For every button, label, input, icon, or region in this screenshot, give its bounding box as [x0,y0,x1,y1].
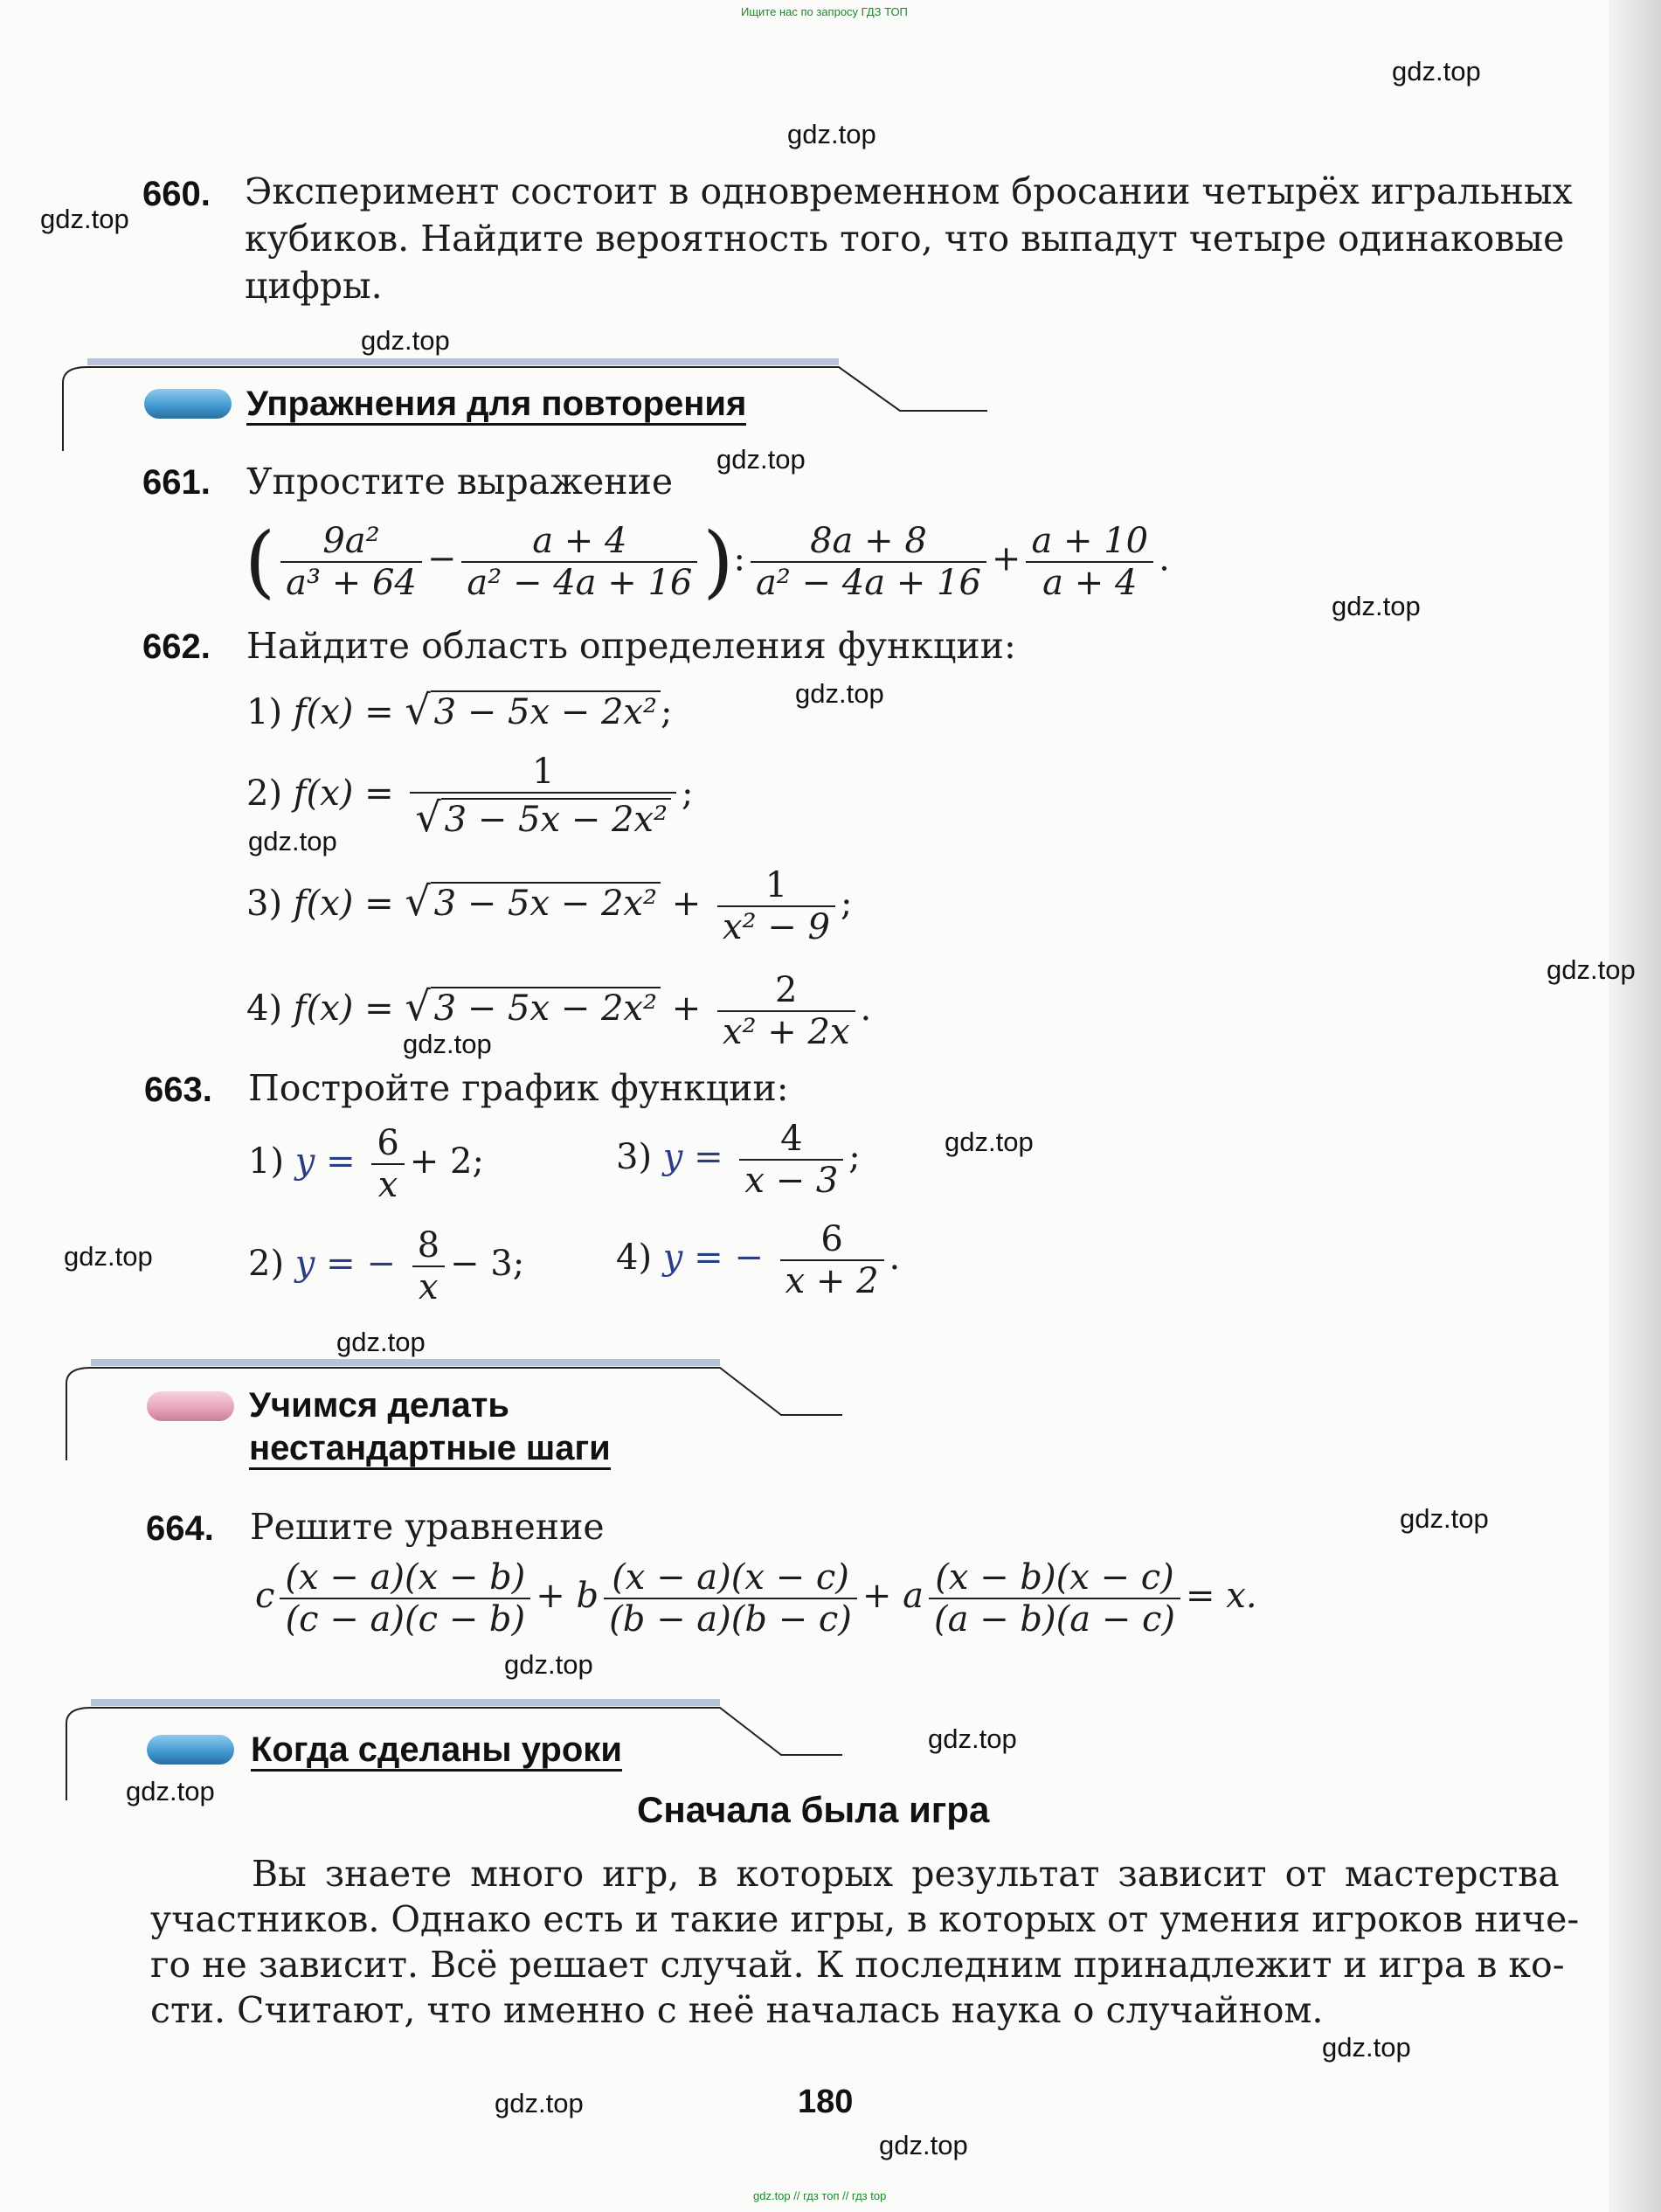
graph-item-2: 2) y = − $\frac{8}{x}$ − 3; [248,1225,525,1307]
watermark: gdz.top [928,1723,1017,1754]
watermark: gdz.top [504,1649,593,1680]
problem-text: Упростите выражение [246,461,674,503]
watermark: gdz.top [1400,1503,1489,1534]
story-text [150,1851,1579,2033]
watermark: gdz.top [787,119,876,149]
domain-item-2: 2) f(x) = $\frac{1}{\text{√ 3 − 5x − 2x²}}$ ; [246,752,694,841]
problem-text: Решите уравнение [250,1506,605,1548]
denominator: a³ + 64 [280,561,422,603]
watermark: gdz.top [1332,591,1421,621]
expression-661: ( $\frac{\text{9a²}}{\text{a³ + 64}}$ − $\frac{a + 4}{\text{a² − 4a + 16}}$ ): $\frac{8a + 8}{\text{a² − 4a + 16}}$ + $\frac{a + 10}{a + 4}$ . [245,516,1170,607]
watermark: gdz.top [40,204,129,234]
numerator: a + 10 [1031,520,1149,561]
blue-pill-icon [144,389,232,419]
problem-text: Найдите область определения функции: [246,625,1016,667]
watermark: gdz.top [403,1029,492,1059]
blue-pill-icon [147,1735,234,1765]
watermark: gdz.top [1547,954,1636,985]
watermark: gdz.top [879,2130,968,2160]
domain-item-1: 1) f(x) = √ 3 − 5x − 2x² ; [246,686,673,733]
denominator: a + 4 [1026,561,1153,603]
watermark: gdz.top [495,2088,584,2118]
page-number: 180 [798,2084,854,2120]
equation-664: c $\frac{(x - a)(x - b)}{(c - a)(c - b)}$ + b $\frac{(x - a)(x - c)}{(b - a)(b - c)}$ + a $\frac{(x - b)(x - c)}{(a - b)(a - c)}$ = x. [255,1557,1257,1640]
watermark: gdz.top [126,1776,215,1806]
text-line: кубиков. Найдите вероятность того, что выпадут четыре одинаковые [245,218,1565,260]
watermark: gdz.top [248,826,337,856]
section-title-line1: Учимся делать [249,1386,509,1425]
section-title: Упражнения для повторения [246,385,746,426]
domain-item-3: 3) f(x) = √ 3 − 5x − 2x² + $\frac{1}{\text{x² − 9}}$ ; [246,865,853,947]
graph-item-4: 4) y = − $\frac{6}{x + 2}$ . [616,1219,901,1301]
text-line: цифры. [245,265,383,307]
section-title: Когда сделаны уроки [251,1730,622,1772]
page-edge-shadow [1609,0,1661,2212]
problem-text: Постройте график функции: [248,1067,789,1109]
denominator: a² − 4a + 16 [461,561,697,603]
watermark: gdz.top [64,1241,153,1272]
numerator: a + 4 [532,520,627,561]
problem-number: 663. [144,1071,212,1109]
graph-item-3: 3) y = $\frac{4}{x - 3}$ ; [616,1119,861,1201]
problem-number: 662. [142,628,211,666]
denominator: a² − 4a + 16 [751,561,986,603]
text-line: Эксперимент состоит в одновременном бросании четырёх игральных [245,170,1573,212]
problem-number: 664. [146,1509,214,1548]
numerator: 8a + 8 [810,520,927,561]
text-line: Вы знаете много игр, в которых результат зависит от мастерства [252,1853,1560,1895]
text-line: го не зависит. Всё решает случай. К последним принадлежит и игра в ко- [150,1944,1565,1986]
watermark: gdz.top [336,1327,426,1357]
numerator: 9a² [322,520,380,561]
story-title: Сначала была игра [637,1789,990,1830]
section-title-line2: нестандартные шаги [249,1429,611,1470]
text-line: участников. Однако есть и такие игры, в которых от умения игроков ниче- [150,1898,1580,1940]
problem-660-text [245,168,1573,309]
graph-item-1: 1) y = $\frac{6}{x}$ + 2; [248,1123,484,1205]
pink-pill-icon [147,1391,234,1421]
problem-number: 660. [142,175,211,213]
watermark: gdz.top [1322,2032,1411,2063]
top-search-hint[interactable]: Ищите нас по запросу ГДЗ ТОП [741,5,908,18]
bottom-links[interactable]: gdz.top // гдз топ // гдз top [753,2189,887,2202]
domain-item-4: 4) f(x) = √ 3 − 5x − 2x² + $\frac{2}{\text{x² + 2x}}$ . [246,970,872,1052]
watermark: gdz.top [1392,56,1481,87]
watermark: gdz.top [795,678,884,709]
problem-number: 661. [142,463,211,502]
watermark: gdz.top [361,325,450,356]
watermark: gdz.top [716,444,806,475]
watermark: gdz.top [945,1127,1034,1157]
text-line: сти. Считают, что именно с неё началась наука о случайном. [150,1989,1324,2031]
